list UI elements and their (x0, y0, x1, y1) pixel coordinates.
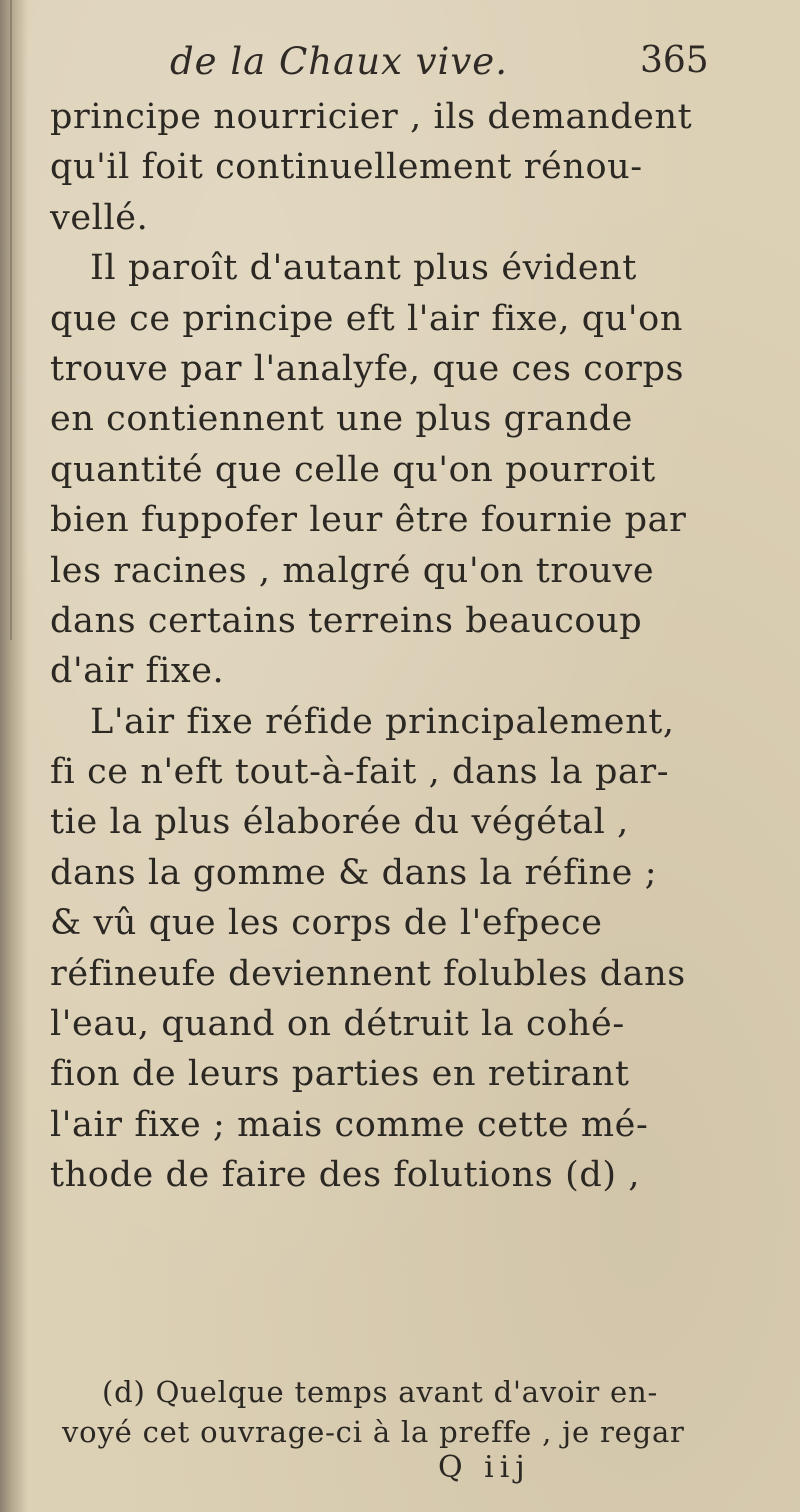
paragraph-start-line: L'air fixe réfide principalement, (90, 701, 675, 742)
footnote-line: voyé cet ouvrage-ci à la preffe , je regar (62, 1415, 685, 1449)
page-number: 365 (640, 40, 709, 81)
text-line: l'eau, quand on détruit la cohé- (50, 1004, 625, 1045)
text-line: dans certains terreins beaucoup (50, 600, 643, 641)
paragraph-start-line: Il paroît d'autant plus évident (90, 248, 637, 289)
text-line: qu'il foit continuellement rénou- (50, 147, 643, 188)
signature-mark: Q iij (438, 1450, 531, 1485)
binding-edge (10, 0, 12, 640)
text-line: dans la gomme & dans la réfine ; (50, 852, 658, 893)
main-text (50, 92, 790, 1201)
text-line: tie la plus élaborée du végétal , (50, 802, 629, 843)
text-line: vellé. (50, 197, 149, 238)
text-line: fion de leurs parties en retirant (50, 1054, 630, 1095)
text-line: que ce principe eft l'air fixe, qu'on (50, 298, 683, 339)
text-line: bien fuppofer leur être fournie par (50, 500, 687, 541)
text-line: trouve par l'analyfe, que ces corps (50, 348, 685, 389)
footnote (62, 1372, 782, 1452)
page-gutter (0, 0, 28, 1512)
text-line: principe nourricier , ils demandent (50, 97, 693, 137)
text-line: quantité que celle qu'on pourroit (50, 449, 656, 490)
text-line: d'air fixe. (50, 651, 225, 692)
running-head: de la Chaux vive. (170, 40, 508, 83)
text-line: en contiennent une plus grande (50, 399, 633, 440)
footnote-line: (d) Quelque temps avant d'avoir en- (102, 1375, 659, 1409)
text-line: réfineufe deviennent folubles dans (50, 953, 686, 994)
text-line: fi ce n'eft tout-à-fait , dans la par- (50, 752, 670, 793)
text-line: & vû que les corps de l'efpece (50, 903, 603, 944)
text-line: les racines , malgré qu'on trouve (50, 550, 655, 591)
text-line: thode de faire des folutions (d) , (50, 1155, 641, 1196)
page-header (0, 22, 800, 82)
text-line: l'air fixe ; mais comme cette mé- (50, 1104, 649, 1145)
